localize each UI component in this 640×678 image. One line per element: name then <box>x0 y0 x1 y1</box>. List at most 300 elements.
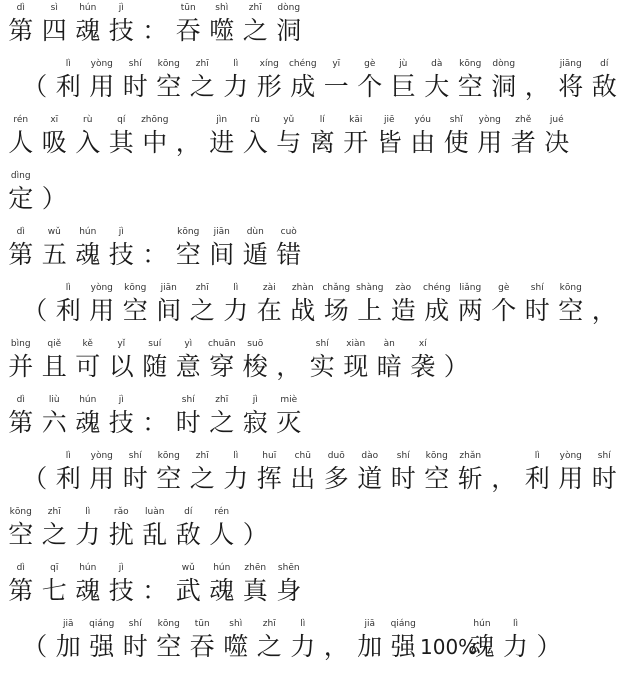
char-cell <box>18 618 52 678</box>
hanzi-char: 遁 <box>242 240 268 269</box>
pinyin-label: yòng <box>559 451 582 461</box>
pinyin-label: rù <box>250 115 260 125</box>
char-cell <box>52 58 86 118</box>
char-cell <box>38 2 72 62</box>
pinyin-label: shí <box>181 395 195 405</box>
hanzi-char: 离 <box>309 128 335 157</box>
hanzi-char: 魂 <box>75 576 101 605</box>
hanzi-char: 造 <box>390 296 416 325</box>
char-cell <box>554 450 588 510</box>
hanzi-char: 两 <box>457 296 483 325</box>
hanzi-char: 之 <box>209 408 235 437</box>
char-cell <box>507 114 541 174</box>
pinyin-label: gè <box>364 59 376 69</box>
char-cell <box>18 282 52 342</box>
hanzi-char: 魂 <box>75 240 101 269</box>
hanzi-char: 噬 <box>209 16 235 45</box>
char-cell <box>138 338 172 398</box>
hanzi-char: 技 <box>108 240 134 269</box>
hanzi-char: 成 <box>424 296 450 325</box>
char-cell <box>4 562 38 622</box>
char-cell <box>71 2 105 62</box>
hanzi-char: （ <box>22 72 48 101</box>
text-line <box>0 114 640 174</box>
pinyin-label: wǔ <box>181 563 195 573</box>
char-cell <box>521 450 555 510</box>
hanzi-char: 由 <box>410 128 436 157</box>
char-cell <box>339 338 373 398</box>
text-line <box>0 506 640 566</box>
pinyin-label: luàn <box>145 507 165 517</box>
hanzi-char: ， <box>591 296 617 325</box>
pinyin-label: kōng <box>177 227 200 237</box>
char-cell <box>38 562 72 622</box>
hanzi-char: ： <box>142 408 168 437</box>
hanzi-char: 用 <box>558 464 584 493</box>
pinyin-label: hún <box>79 3 97 13</box>
char-cell <box>71 506 105 566</box>
hanzi-char: 用 <box>89 72 115 101</box>
char-cell <box>272 394 306 454</box>
hanzi-char: 第 <box>8 408 34 437</box>
pinyin-label: shì <box>215 3 229 13</box>
hanzi-char: 且 <box>41 352 67 381</box>
char-cell <box>85 282 119 342</box>
hanzi-char: ， <box>524 72 550 101</box>
char-cell <box>172 114 206 174</box>
char-cell <box>387 618 421 678</box>
pinyin-label: tūn <box>194 619 210 629</box>
char-cell <box>71 562 105 622</box>
pinyin-label: dòng <box>277 3 301 13</box>
char-cell <box>186 450 220 510</box>
char-cell <box>540 114 574 174</box>
char-cell <box>152 282 186 342</box>
pinyin-label: lì <box>233 283 239 293</box>
text-line <box>0 58 640 118</box>
char-cell <box>52 618 86 678</box>
hanzi-char: 寂 <box>242 408 268 437</box>
char-cell <box>138 226 172 286</box>
hanzi-char: 之 <box>189 72 215 101</box>
char-cell <box>38 226 72 286</box>
char-cell <box>521 282 555 342</box>
pinyin-label: zài <box>262 283 276 293</box>
pinyin-label: duō <box>327 451 345 461</box>
hanzi-char: 六 <box>41 408 67 437</box>
pinyin-label: jiē <box>383 115 395 125</box>
hanzi-char: （ <box>22 632 48 661</box>
pinyin-label: dìng <box>10 171 31 181</box>
hanzi-char: 定 <box>8 184 34 213</box>
hanzi-char: 开 <box>343 128 369 157</box>
hanzi-char: 时 <box>591 464 617 493</box>
char-cell <box>52 282 86 342</box>
char-cell <box>239 338 273 398</box>
char-cell <box>306 338 340 398</box>
hanzi-char: 皆 <box>376 128 402 157</box>
pinyin-label: hún <box>79 227 97 237</box>
pinyin-label: dùn <box>246 227 264 237</box>
hanzi-char: 随 <box>142 352 168 381</box>
hanzi-char: （ <box>22 296 48 325</box>
pinyin-label: chéng <box>422 283 451 293</box>
pinyin-label: dì <box>16 227 25 237</box>
pinyin-label: shí <box>597 451 611 461</box>
pinyin-label: yǔ <box>283 115 295 125</box>
char-cell <box>588 282 622 342</box>
hanzi-char: 利 <box>524 464 550 493</box>
char-cell <box>172 338 206 398</box>
hanzi-char: 斩 <box>457 464 483 493</box>
char-cell <box>339 114 373 174</box>
hanzi-char: 其 <box>108 128 134 157</box>
pinyin-label: zhōng <box>141 115 169 125</box>
char-cell <box>487 282 521 342</box>
char-cell <box>105 226 139 286</box>
text-line <box>0 282 640 342</box>
hanzi-char: 加 <box>357 632 383 661</box>
hanzi-char: 第 <box>8 576 34 605</box>
hanzi-char: 用 <box>477 128 503 157</box>
pinyin-label: qí <box>117 115 126 125</box>
char-cell <box>85 58 119 118</box>
hanzi-char: 间 <box>209 240 235 269</box>
char-cell <box>38 170 72 230</box>
hanzi-char: 袭 <box>410 352 436 381</box>
char-cell <box>588 58 622 118</box>
hanzi-char: 场 <box>323 296 349 325</box>
hanzi-char: 梭 <box>242 352 268 381</box>
hanzi-char: 人 <box>8 128 34 157</box>
char-cell <box>205 226 239 286</box>
hanzi-char: ， <box>491 464 517 493</box>
char-cell <box>253 58 287 118</box>
text-line <box>0 226 640 286</box>
pinyin-label: zhī <box>195 283 209 293</box>
char-cell <box>272 114 306 174</box>
pinyin-label: hún <box>79 395 97 405</box>
char-cell <box>588 450 622 510</box>
pinyin-label: zhàn <box>291 283 314 293</box>
pinyin-label: kōng <box>157 451 180 461</box>
hanzi-char: 上 <box>357 296 383 325</box>
char-cell <box>152 450 186 510</box>
hanzi-char: 大 <box>424 72 450 101</box>
hanzi-char: 空 <box>424 464 450 493</box>
pinyin-label: dí <box>184 507 193 517</box>
hanzi-char: 时 <box>122 632 148 661</box>
hanzi-char: 穿 <box>209 352 235 381</box>
pinyin-label: jì <box>118 563 124 573</box>
char-cell <box>272 338 306 398</box>
char-cell <box>387 450 421 510</box>
pinyin-label: kōng <box>157 59 180 69</box>
char-cell <box>532 618 566 678</box>
pinyin-label: shí <box>396 451 410 461</box>
char-cell <box>105 394 139 454</box>
pinyin-label: xī <box>50 115 59 125</box>
hanzi-char: 第 <box>8 16 34 45</box>
char-cell <box>172 562 206 622</box>
pinyin-label: hún <box>79 563 97 573</box>
hanzi-char: 魂 <box>209 576 235 605</box>
hanzi-char: 技 <box>108 408 134 437</box>
hanzi-char: 成 <box>290 72 316 101</box>
hanzi-char: 一 <box>323 72 349 101</box>
pinyin-label: miè <box>280 395 298 405</box>
hanzi-char: ） <box>242 520 268 549</box>
pinyin-label: zhēn <box>244 563 267 573</box>
hanzi-char: ） <box>443 352 469 381</box>
hanzi-char: 利 <box>55 72 81 101</box>
char-cell <box>205 114 239 174</box>
hanzi-char: 中 <box>142 128 168 157</box>
hanzi-char: ） <box>536 632 562 661</box>
pinyin-label: jìn <box>216 115 228 125</box>
pinyin-label: bìng <box>10 339 31 349</box>
hanzi-char: 将 <box>558 72 584 101</box>
char-cell <box>440 114 474 174</box>
char-cell <box>205 2 239 62</box>
pinyin-label: kāi <box>349 115 363 125</box>
pinyin-label: lì <box>233 451 239 461</box>
char-cell <box>373 114 407 174</box>
pinyin-label: qiáng <box>390 619 416 629</box>
hanzi-char: 空 <box>175 240 201 269</box>
hanzi-char: 灭 <box>276 408 302 437</box>
hanzi-char: 个 <box>491 296 517 325</box>
hanzi-char: 力 <box>290 632 316 661</box>
pinyin-label: qiáng <box>89 619 115 629</box>
hanzi-char: 武 <box>175 576 201 605</box>
char-cell <box>4 2 38 62</box>
hanzi-char: 洞 <box>491 72 517 101</box>
hanzi-char: ： <box>142 576 168 605</box>
pinyin-label: chū <box>294 451 311 461</box>
pinyin-label: suí <box>148 339 162 349</box>
pinyin-label: shí <box>128 451 142 461</box>
char-cell <box>105 506 139 566</box>
pinyin-label: dà <box>431 59 443 69</box>
pinyin-label: xíng <box>259 59 279 69</box>
char-cell <box>105 114 139 174</box>
pinyin-label: liǎng <box>459 283 482 293</box>
hanzi-char: ： <box>142 240 168 269</box>
hanzi-char: 力 <box>502 632 528 661</box>
pinyin-label: jiāng <box>559 59 582 69</box>
pinyin-label: dì <box>16 563 25 573</box>
pinyin-label: jì <box>118 3 124 13</box>
text-line <box>0 338 640 398</box>
hanzi-char: 空 <box>457 72 483 101</box>
text-line <box>0 394 640 454</box>
hanzi-char: 进 <box>209 128 235 157</box>
pinyin-label: xiàn <box>346 339 366 349</box>
hanzi-char: 入 <box>242 128 268 157</box>
pinyin-label: dí <box>600 59 609 69</box>
char-cell <box>71 114 105 174</box>
pinyin-label: dì <box>16 395 25 405</box>
char-cell <box>105 338 139 398</box>
char-cell <box>253 450 287 510</box>
pinyin-label: chéng <box>288 59 317 69</box>
char-cell <box>38 506 72 566</box>
char-cell <box>38 338 72 398</box>
pinyin-label: shí <box>128 59 142 69</box>
hanzi-char: 噬 <box>223 632 249 661</box>
pinyin-label: zào <box>395 283 412 293</box>
char-cell <box>353 618 387 678</box>
char-cell <box>85 450 119 510</box>
char-cell <box>172 506 206 566</box>
pinyin-label: yòng <box>90 283 113 293</box>
pinyin-label: suō <box>247 339 264 349</box>
char-cell <box>253 282 287 342</box>
hanzi-char: 敌 <box>591 72 617 101</box>
pinyin-label: huī <box>262 451 277 461</box>
char-cell <box>420 450 454 510</box>
char-cell <box>4 170 38 230</box>
char-cell <box>499 618 533 678</box>
hanzi-char: 之 <box>242 16 268 45</box>
char-cell <box>440 338 474 398</box>
hanzi-char: 多 <box>323 464 349 493</box>
hanzi-char: 真 <box>242 576 268 605</box>
pinyin-label: zhī <box>195 451 209 461</box>
char-cell <box>219 282 253 342</box>
hanzi-char: （ <box>22 464 48 493</box>
char-cell <box>286 58 320 118</box>
char-cell <box>186 282 220 342</box>
pinyin-label: lì <box>65 283 71 293</box>
char-cell <box>272 2 306 62</box>
hanzi-char: 人 <box>209 520 235 549</box>
hanzi-char: 空 <box>156 632 182 661</box>
text-line <box>0 170 640 230</box>
pinyin-label: dào <box>361 451 379 461</box>
pinyin-label: kōng <box>559 283 582 293</box>
char-cell <box>219 450 253 510</box>
char-cell <box>152 58 186 118</box>
hanzi-char: 使 <box>443 128 469 157</box>
pinyin-label: chuān <box>207 339 236 349</box>
pinyin-label: lì <box>512 619 518 629</box>
pinyin-label: dòng <box>492 59 516 69</box>
char-cell <box>353 58 387 118</box>
char-cell <box>420 282 454 342</box>
pinyin-label: liù <box>48 395 60 405</box>
hanzi-char: 吸 <box>41 128 67 157</box>
char-cell <box>306 114 340 174</box>
char-cell <box>239 226 273 286</box>
pinyin-label: kōng <box>425 451 448 461</box>
pinyin-label: rén <box>13 115 29 125</box>
char-cell <box>18 58 52 118</box>
text-line <box>0 618 640 678</box>
char-cell <box>105 2 139 62</box>
pinyin-label: lì <box>85 507 91 517</box>
char-cell <box>219 58 253 118</box>
pinyin-label: sì <box>50 3 58 13</box>
char-cell <box>554 58 588 118</box>
hanzi-char: 第 <box>8 240 34 269</box>
hanzi-char: 间 <box>156 296 182 325</box>
char-cell <box>71 338 105 398</box>
pinyin-label: kōng <box>9 507 32 517</box>
char-cell <box>52 450 86 510</box>
hanzi-char: 强 <box>89 632 115 661</box>
char-cell <box>320 282 354 342</box>
char-cell <box>105 562 139 622</box>
pinyin-label: yì <box>184 339 193 349</box>
char-cell <box>71 226 105 286</box>
pinyin-label: jù <box>399 59 408 69</box>
pinyin-label: rén <box>214 507 230 517</box>
char-cell <box>406 338 440 398</box>
char-cell <box>239 562 273 622</box>
char-cell <box>387 282 421 342</box>
char-cell <box>4 338 38 398</box>
char-cell <box>205 338 239 398</box>
hanzi-char: 以 <box>108 352 134 381</box>
char-cell <box>138 394 172 454</box>
hanzi-char: 利 <box>55 464 81 493</box>
hanzi-char: ， <box>276 352 302 381</box>
hanzi-char: 在 <box>256 296 282 325</box>
hanzi-char: 乱 <box>142 520 168 549</box>
hanzi-char: 战 <box>290 296 316 325</box>
char-cell <box>38 394 72 454</box>
pinyin-label: rǎo <box>113 507 129 517</box>
hanzi-char: 错 <box>276 240 302 269</box>
pinyin-label: shí <box>315 339 329 349</box>
hanzi-char: 并 <box>8 352 34 381</box>
hanzi-char: 魂 <box>75 16 101 45</box>
pinyin-label: àn <box>383 339 395 349</box>
pinyin-label: shì <box>229 619 243 629</box>
pinyin-label: shí <box>530 283 544 293</box>
char-cell <box>172 226 206 286</box>
char-cell <box>286 450 320 510</box>
hanzi-char: 空 <box>558 296 584 325</box>
char-cell <box>239 394 273 454</box>
char-cell <box>487 450 521 510</box>
hanzi-char: 现 <box>343 352 369 381</box>
char-cell <box>554 282 588 342</box>
hanzi-char: 时 <box>390 464 416 493</box>
hanzi-char: 时 <box>122 464 148 493</box>
char-cell <box>119 450 153 510</box>
pinyin-label: jiān <box>213 227 230 237</box>
char-cell <box>152 618 186 678</box>
hanzi-char: ： <box>142 16 168 45</box>
char-cell <box>85 618 119 678</box>
char-cell <box>272 226 306 286</box>
char-cell <box>373 338 407 398</box>
char-cell <box>205 506 239 566</box>
hanzi-char: 道 <box>357 464 383 493</box>
char-cell <box>253 618 287 678</box>
pinyin-label: tūn <box>180 3 196 13</box>
char-cell <box>138 506 172 566</box>
hanzi-char: ， <box>323 632 349 661</box>
hanzi-char: 入 <box>75 128 101 157</box>
hanzi-char: 之 <box>189 464 215 493</box>
char-cell <box>387 58 421 118</box>
hanzi-char: 暗 <box>376 352 402 381</box>
char-cell <box>4 114 38 174</box>
